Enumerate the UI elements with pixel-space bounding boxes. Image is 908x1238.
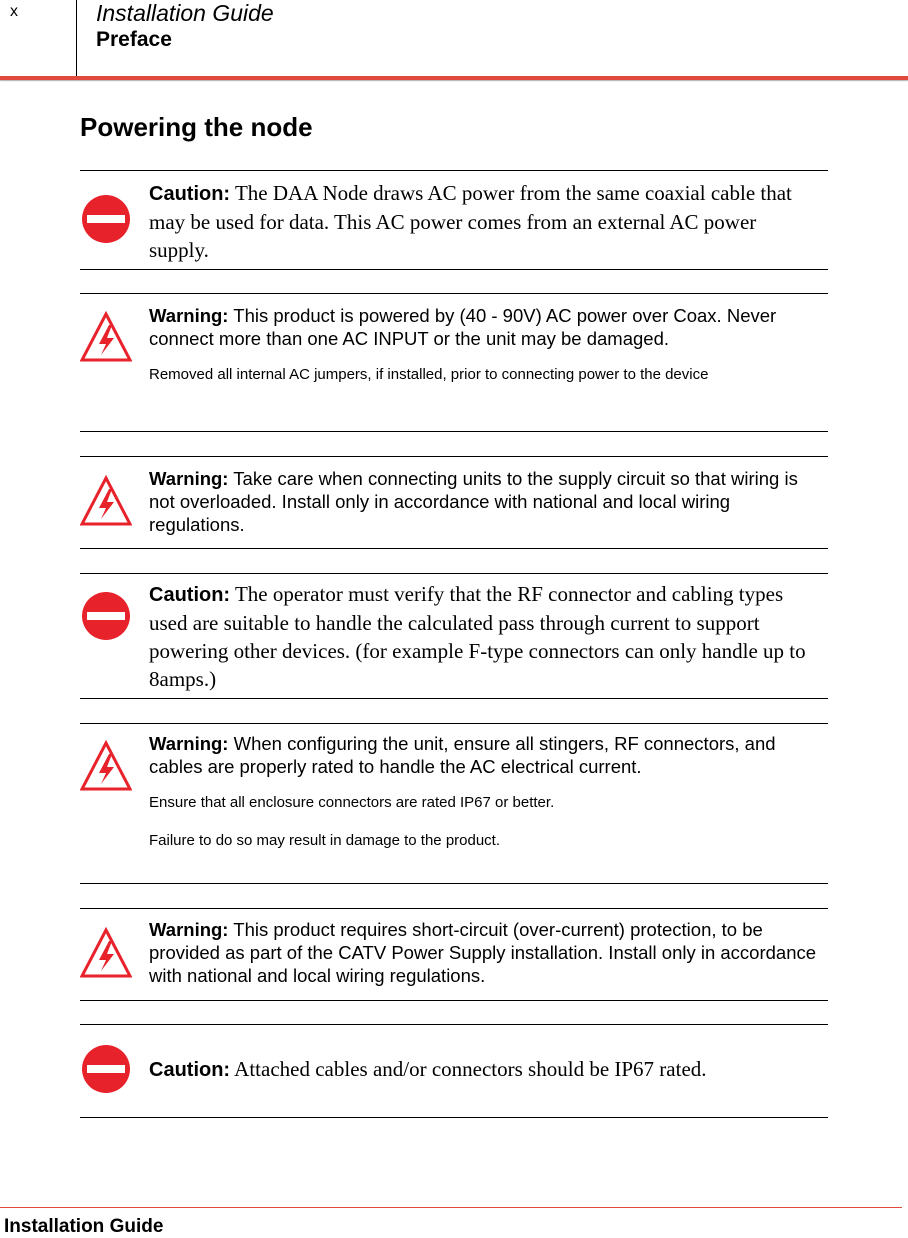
electrical-hazard-icon [80, 740, 132, 792]
header-rule [0, 76, 908, 80]
notice-note: Ensure that all enclosure connectors are rated IP67 or better. [149, 794, 555, 811]
notice-note: Failure to do so may result in damage to the product. [149, 832, 501, 849]
notice-text: The operator must verify that the RF connector and cabling types used are suitable to handle the calculated pass through current to support powering other devices. (for example F-type connectors can only handle up to 8amps.) [149, 582, 806, 691]
electrical-hazard-icon [80, 927, 132, 979]
notice-text: Attached cables and/or connectors should be IP67 rated. [230, 1057, 707, 1081]
notice-text: The DAA Node draws AC power from the same coaxial cable that may be used for data. This AC power comes from an external AC power supply. [149, 181, 792, 262]
caution-notice [80, 170, 828, 270]
warning-label: Warning: [149, 468, 229, 489]
warning-label: Warning: [149, 305, 229, 326]
page-heading: Powering the node [80, 112, 313, 142]
notice-text: When configuring the unit, ensure all stingers, RF connectors, and cables are properly rated to handle the AC electrical current. [149, 733, 776, 777]
notice-text: This product is powered by (40 - 90V) AC power over Coax. Never connect more than one AC INPUT or the unit may be damaged. [149, 305, 777, 349]
warning-notice [80, 723, 828, 884]
section-title: Preface [96, 28, 172, 51]
notice-body [149, 1055, 821, 1084]
notice-text: Take care when connecting units to the supply circuit so that wiring is not overloaded. Install only in accordance with national and local wiring regulations. [149, 468, 798, 535]
no-entry-icon [80, 193, 132, 245]
footer-rule [0, 1207, 902, 1208]
caution-notice [80, 573, 828, 699]
header-divider [76, 0, 77, 76]
notice-body [149, 732, 821, 852]
notice-body [149, 304, 821, 386]
footer-title: Installation Guide [4, 1216, 164, 1237]
notice-body [149, 467, 821, 536]
notice-body [149, 918, 821, 987]
electrical-hazard-icon [80, 475, 132, 527]
page-header [0, 0, 908, 82]
notice-text: This product requires short-circuit (over-current) protection, to be provided as part of the CATV Power Supply installation. Install only in accordance with national and local wiring regulations. [149, 919, 817, 986]
no-entry-icon [80, 590, 132, 642]
notice-body [149, 179, 821, 264]
guide-title: Installation Guide [96, 0, 274, 26]
caution-label: Caution: [149, 183, 231, 205]
warning-notice [80, 293, 828, 432]
warning-label: Warning: [149, 919, 229, 940]
caution-label: Caution: [149, 584, 231, 606]
warning-notice [80, 908, 828, 1001]
notice-note: Removed all internal AC jumpers, if installed, prior to connecting power to the device [149, 366, 709, 383]
electrical-hazard-icon [80, 311, 132, 363]
caution-notice [80, 1024, 828, 1118]
warning-notice [80, 456, 828, 549]
warning-label: Warning: [149, 733, 229, 754]
page-number: x [10, 3, 18, 20]
notice-body [149, 580, 821, 693]
no-entry-icon [80, 1043, 132, 1095]
caution-label: Caution: [149, 1059, 231, 1081]
